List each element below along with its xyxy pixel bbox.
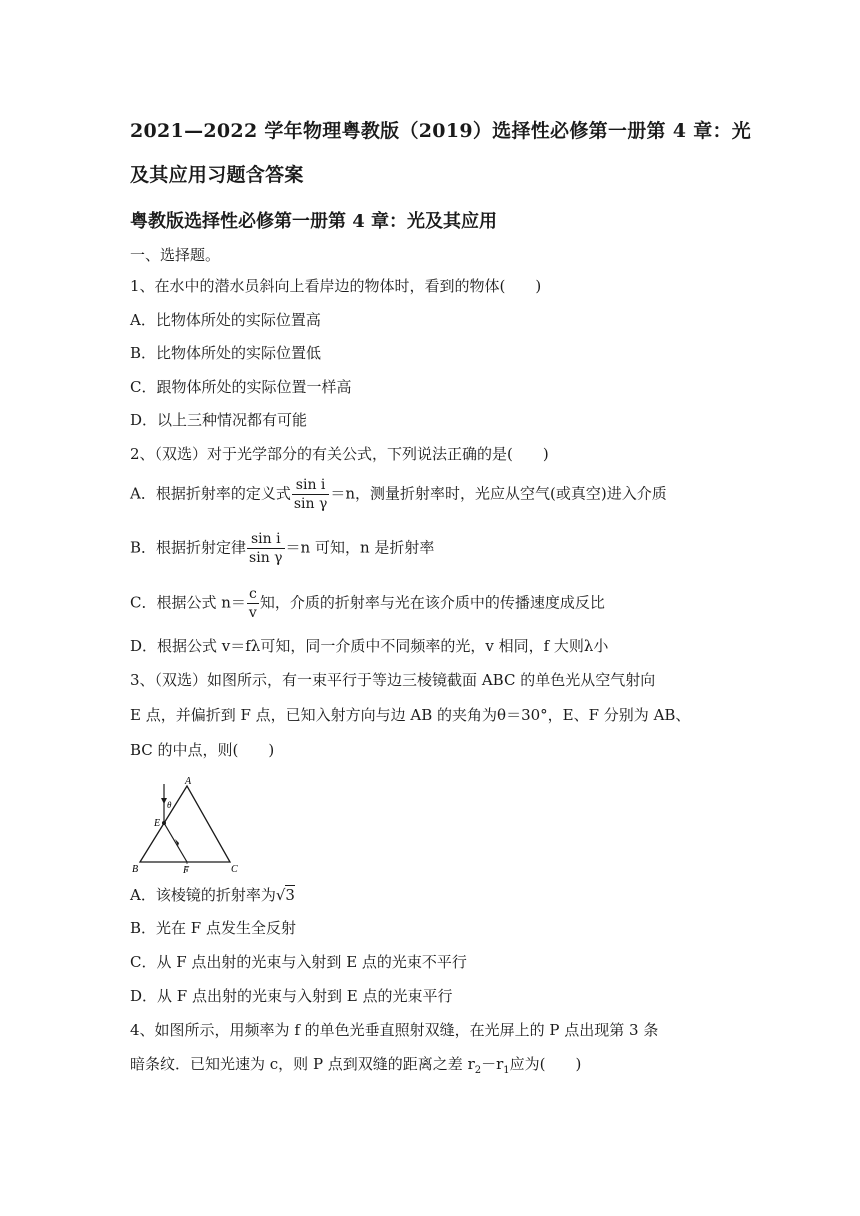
fraction-numerator: sin i	[292, 476, 330, 495]
question-2-option-d: D．根据公式 v＝fλ可知，同一介质中不同频率的光，v 相同，f 大则λ小	[130, 637, 609, 655]
option-a-text: A．该棱镜的折射率为	[130, 886, 276, 904]
question-4-stem-line-2	[130, 1054, 581, 1081]
minus-r: －r	[481, 1055, 504, 1073]
refracted-ray	[164, 823, 187, 862]
question-3-stem-line-2: E 点，并偏折到 F 点，已知入射方向与边 AB 的夹角为θ＝30°，E、F 分别为 AB、	[130, 706, 691, 724]
sqrt-icon: √	[275, 886, 286, 904]
question-2-option-c	[130, 585, 605, 622]
vertex-b-label: B	[132, 864, 139, 874]
document-title-line-1: 2021—2022 学年物理粤教版（2019）选择性必修第一册第 4 章：光	[130, 120, 752, 142]
fraction-numerator: c	[247, 585, 259, 604]
question-1-option-b: B．比物体所处的实际位置低	[130, 344, 322, 362]
vertex-a-label: A	[185, 776, 192, 787]
prism-diagram	[130, 776, 242, 874]
question-2-option-a	[130, 476, 667, 513]
fraction-denominator: sin γ	[293, 496, 328, 512]
option-a-text-after: ＝n，测量折射率时，光应从空气(或真空)进入介质	[330, 484, 667, 503]
point-e-label: E	[154, 818, 161, 829]
question-1-option-d: D．以上三种情况都有可能	[130, 411, 308, 429]
option-c-text-before: C．根据公式 n＝	[130, 593, 246, 612]
fraction-denominator: sin γ	[249, 550, 283, 566]
document-title-line-2: 及其应用习题含答案	[130, 164, 304, 186]
question-2-option-b	[130, 530, 434, 567]
question-3-option-d: D．从 F 点出射的光束与入射到 E 点的光束平行	[130, 987, 453, 1005]
vertex-c-label: C	[231, 864, 238, 874]
radicand: 3	[285, 886, 295, 904]
theta-label: θ	[167, 800, 172, 810]
sin-ratio-fraction	[247, 530, 285, 567]
question-3-stem-line-3: BC 的中点，则( )	[130, 741, 275, 759]
subscript-2: 2	[474, 1065, 482, 1076]
question-3-option-c: C．从 F 点出射的光束与入射到 E 点的光束不平行	[130, 953, 467, 971]
question-1-option-c: C．跟物体所处的实际位置一样高	[130, 378, 352, 396]
subscript-1: 1	[503, 1065, 510, 1076]
question-4-stem-line-1: 4、如图所示，用频率为 f 的单色光垂直照射双缝，在光屏上的 P 点出现第 3 条	[130, 1021, 659, 1039]
option-b-text-after: ＝n 可知，n 是折射率	[285, 538, 435, 557]
section-heading: 一、选择题。	[130, 246, 221, 264]
question-3-stem-line-1: 3、（双选）如图所示，有一束平行于等边三棱镜截面 ABC 的单色光从空气射向	[130, 671, 656, 689]
question-1-option-a: A．比物体所处的实际位置高	[130, 311, 321, 329]
question-3-option-a	[130, 885, 295, 905]
fraction-denominator: v	[248, 605, 257, 621]
question-2-stem: 2、（双选）对于光学部分的有关公式，下列说法正确的是( )	[130, 445, 549, 463]
option-b-text-before: B．根据折射定律	[130, 538, 247, 557]
option-c-text-after: 知，介质的折射率与光在该介质中的传播速度成反比	[259, 593, 605, 612]
c-over-v-fraction	[247, 585, 259, 622]
option-a-text-before: A．根据折射率的定义式	[130, 484, 291, 503]
stem-text-before: 暗条纹．已知光速为 c，则 P 点到双缝的距离之差 r	[130, 1055, 475, 1073]
point-f-label: F	[183, 865, 190, 874]
fraction-numerator: sin i	[247, 530, 285, 549]
sin-ratio-fraction	[292, 476, 330, 513]
stem-text-after: 应为( )	[509, 1055, 582, 1073]
question-1-stem: 1、在水中的潜水员斜向上看岸边的物体时，看到的物体( )	[130, 277, 542, 295]
chapter-subtitle: 粤教版选择性必修第一册第 4 章：光及其应用	[130, 211, 498, 232]
point-e-dot	[162, 821, 166, 825]
question-3-option-b: B．光在 F 点发生全反射	[130, 919, 296, 937]
